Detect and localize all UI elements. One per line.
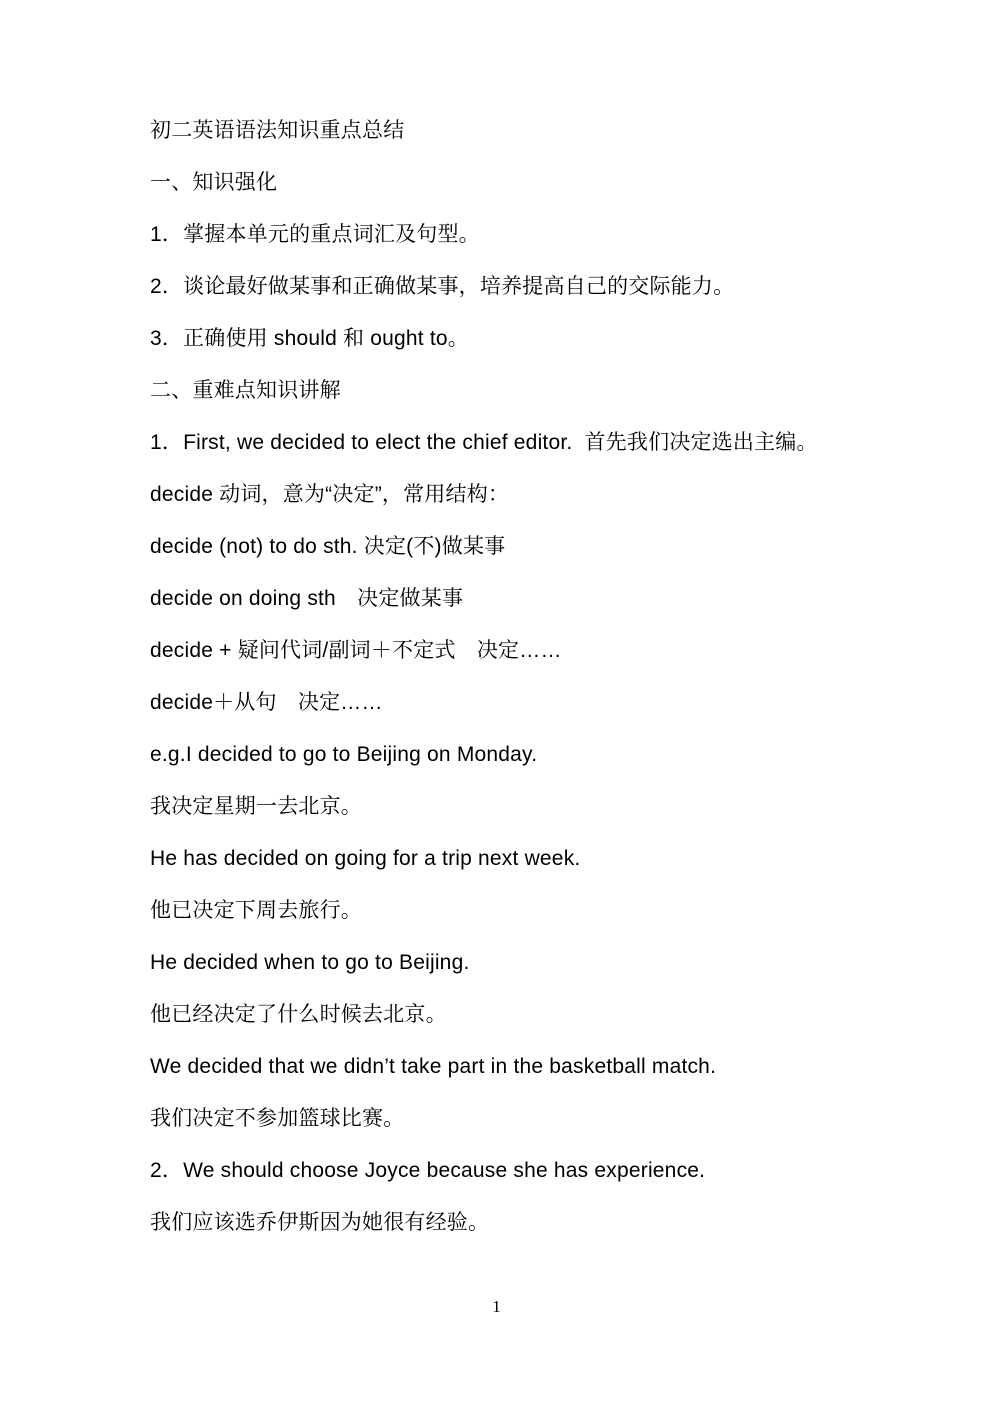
paragraph-line: 我们决定不参加篮球比赛。 (150, 1107, 405, 1130)
paragraph-line: 我决定星期一去北京。 (150, 795, 362, 818)
paragraph-line: 他已经决定了什么时候去北京。 (150, 1003, 447, 1026)
paragraph-line: 2．We should choose Joyce because she has experience. (150, 1159, 706, 1182)
paragraph-line: We decided that we didn’t take part in the basketball match. (150, 1055, 717, 1078)
paragraph-line: 2．谈论最好做某事和正确做某事，培养提高自己的交际能力。 (150, 275, 735, 298)
paragraph-line: e.g.I decided to go to Beijing on Monday. (150, 743, 538, 766)
document-body (150, 105, 910, 1249)
paragraph-line: decide + 疑问代词/副词＋不定式 决定…… (150, 639, 562, 662)
paragraph-line: 1．First, we decided to elect the chief editor. 首先我们决定选出主编。 (150, 431, 818, 454)
section-heading: 一、知识强化 (150, 171, 278, 194)
document-title: 初二英语语法知识重点总结 (150, 119, 405, 142)
paragraph-line: decide 动词，意为“决定”，常用结构： (150, 483, 510, 506)
paragraph-line: decide (not) to do sth. 决定(不)做某事 (150, 535, 506, 558)
page-number: 1 (492, 1297, 501, 1316)
paragraph-line: decide on doing sth 决定做某事 (150, 587, 464, 610)
paragraph-line: 3．正确使用 should 和 ought to。 (150, 327, 469, 350)
paragraph-line: 他已决定下周去旅行。 (150, 899, 362, 922)
paragraph-line: He has decided on going for a trip next week. (150, 847, 581, 870)
section-heading: 二、重难点知识讲解 (150, 379, 341, 402)
paragraph-line: He decided when to go to Beijing. (150, 951, 470, 974)
paragraph-line: 我们应该选乔伊斯因为她很有经验。 (150, 1211, 490, 1234)
paragraph-line: decide＋从句 决定…… (150, 691, 383, 714)
paragraph-line: 1．掌握本单元的重点词汇及句型。 (150, 223, 480, 246)
